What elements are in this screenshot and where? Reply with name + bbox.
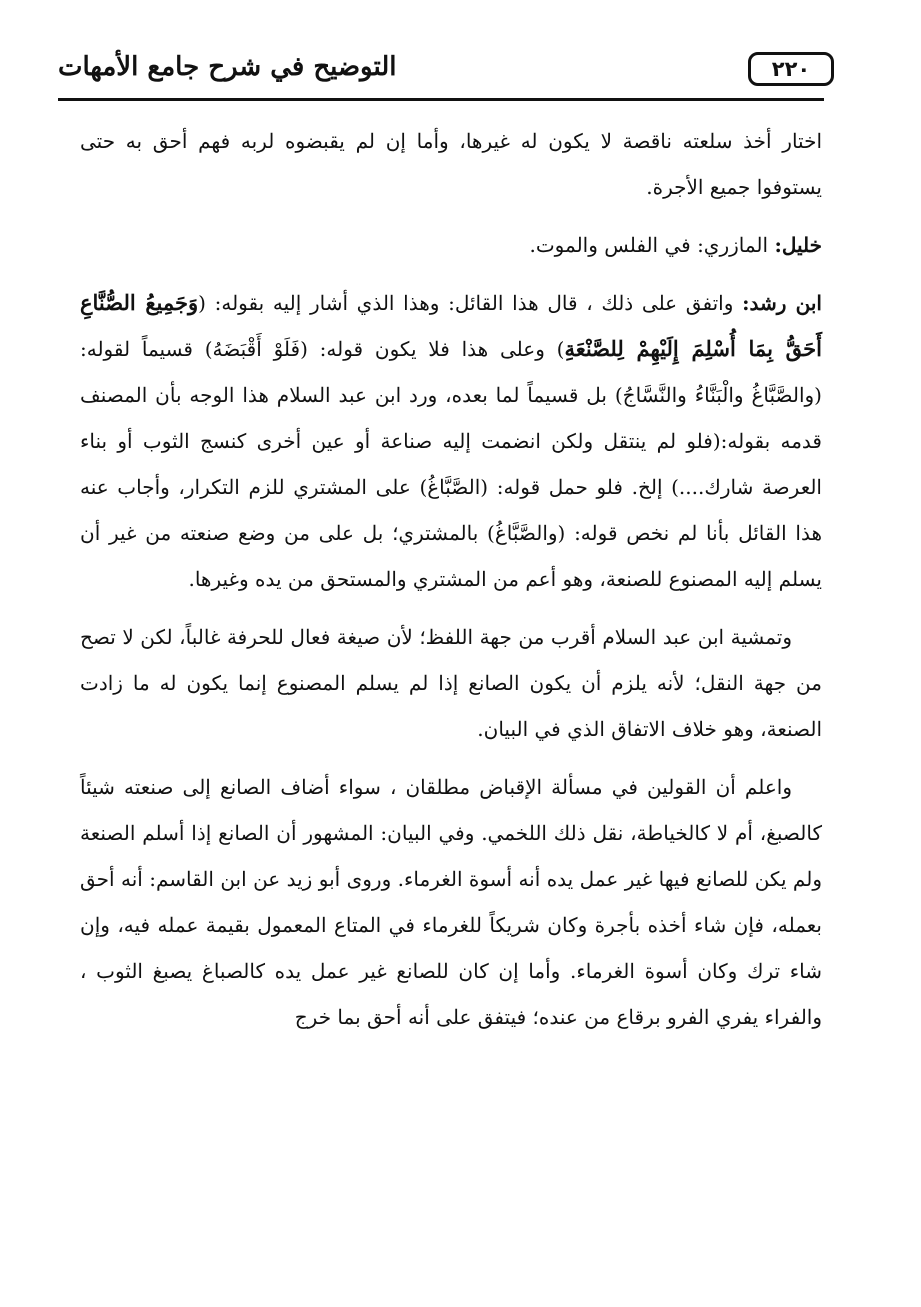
speaker-khalil: خليل: bbox=[774, 233, 822, 257]
speaker-ibn-rushd: ابن رشد: bbox=[742, 291, 822, 315]
page-body bbox=[80, 118, 822, 1052]
quoted-matn: وَجَمِيعُ الصُّنَّاعِ أَحَقُّ بِمَا أُسْلِمَ إِلَيْهِمْ لِلصَّنْعَةِ bbox=[80, 290, 822, 361]
running-header bbox=[58, 48, 824, 106]
paragraph-2 bbox=[80, 222, 822, 268]
running-title: التوضيح في شرح جامع الأمهات bbox=[58, 52, 397, 82]
paragraph-1-text: اختار أخذ سلعته ناقصة لا يكون له غيرها، وأما إن لم يقبضوه لربه فهم أحق به حتى يستوفوا جميع الأجرة. bbox=[80, 129, 822, 199]
paragraph-3-text-after: ) وعلى هذا فلا يكون قوله: (فَلَوْ أَقْبَضَهُ) قسيماً لقوله: (والصَّبَّاغُ والْبَنَّاءُ والنَّسَّاجُ) بل قسيماً لما بعده، ورد ابن عبد السلام هذا الوجه بأن المصنف قدمه بقوله:(فلو لم ينتقل ولكن انضمت إليه صناعة أو عين أخرى كنسج الثوب أو بناء العرصة شارك....) إلخ. فلو حمل قوله: (الصَّبَّاغُ) على المشتري للزم التكرار، وأجاب عنه هذا القائل بأنا لم نخص قوله: (والصَّبَّاغُ) بالمشتري؛ بل على من وضع صنعته من غير أن يسلم إليه المصنوع للصنعة، وهو أعم من المشتري والمستحق من يده وغيرها. bbox=[80, 337, 822, 591]
header-rule bbox=[58, 98, 824, 101]
paragraph-1 bbox=[80, 118, 822, 210]
paragraph-5-text: واعلم أن القولين في مسألة الإقباض مطلقان ، سواء أضاف الصانع إلى صنعته شيئاً كالصبغ، أم لا كالخياطة، نقل ذلك اللخمي. وفي البيان: المشهور أن الصانع إذا أسلم الصنعة ولم يكن للصانع فيها غير عمل يده أنه أسوة الغرماء. وروى أبو زيد عن ابن القاسم: أنه أحق بعمله، فإن شاء أخذه بأجرة وكان شريكاً للغرماء في المتاع المعمول بقيمة عمله فيه، وإن شاء ترك وكان أسوة الغرماء. وأما إن كان للصانع غير عمل يده كالصباغ يصبغ الثوب ، والفراء يفري الفرو برقاع من عنده؛ فيتفق على أنه أحق بما خرج bbox=[80, 775, 823, 1029]
paragraph-3 bbox=[80, 280, 822, 602]
paragraph-2-text: المازري: في الفلس والموت. bbox=[529, 233, 775, 257]
paragraph-3-text-before: واتفق على ذلك ، قال هذا القائل: وهذا الذي أشار إليه بقوله: ( bbox=[198, 291, 743, 315]
paragraph-4 bbox=[80, 614, 822, 752]
page-number: ٢٢٠ bbox=[748, 52, 834, 86]
paragraph-4-text: وتمشية ابن عبد السلام أقرب من جهة اللفظ؛ لأن صيغة فعال للحرفة غالباً، لكن لا تصح من جهة النقل؛ لأنه يلزم أن يكون الصانع إذا لم يسلم المصنوع إنما يكون له ما زادت الصنعة، وهو خلاف الاتفاق الذي في البيان. bbox=[80, 625, 822, 741]
paragraph-5 bbox=[80, 764, 822, 1040]
